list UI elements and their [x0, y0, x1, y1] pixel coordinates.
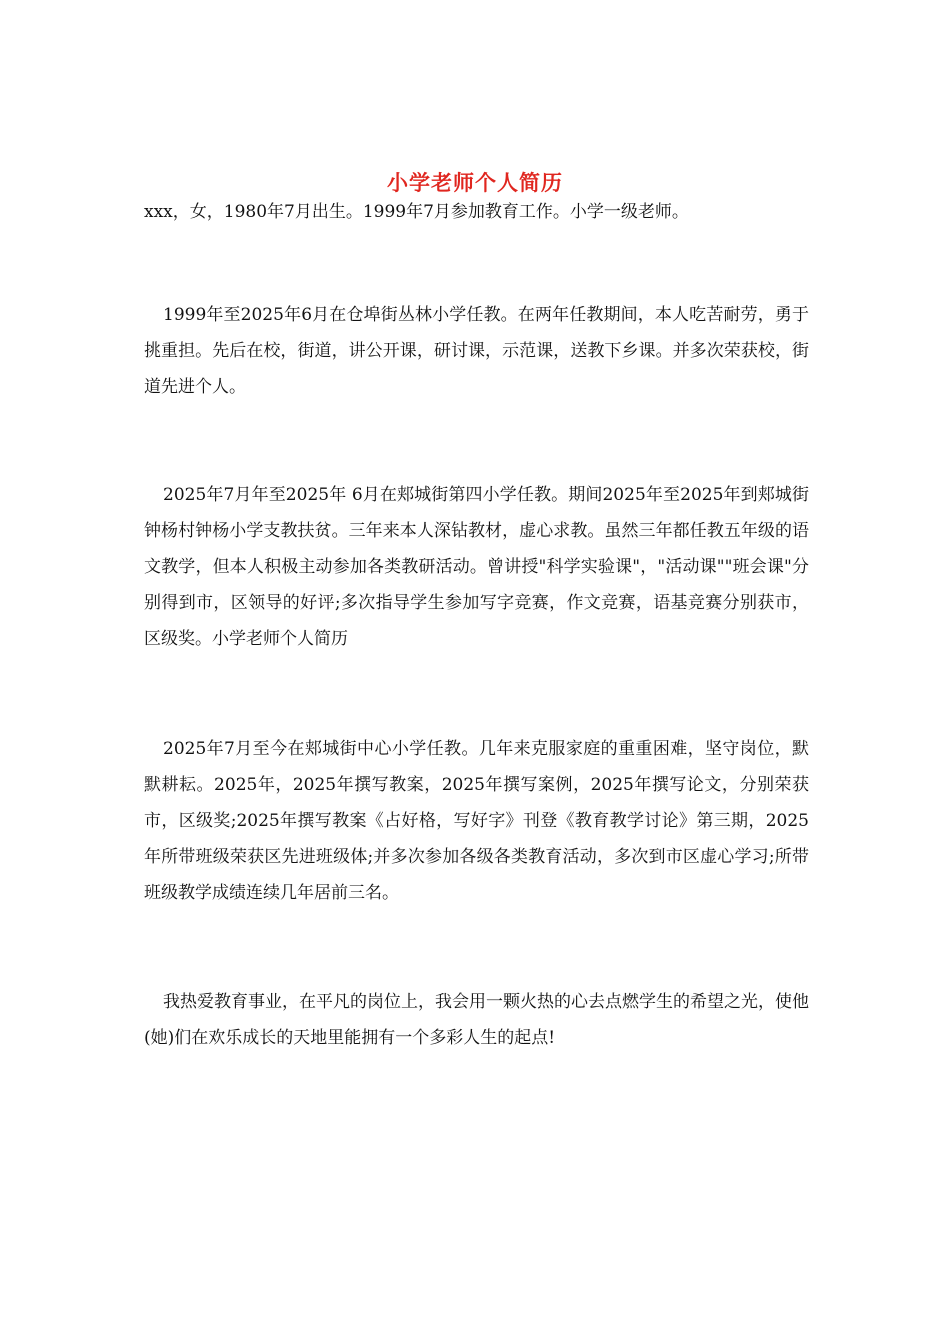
paragraph-3: 2025年7月至今在郏城街中心小学任教。几年来克服家庭的重重困难，坚守岗位，默默耕耘。2025年，2025年撰写教案，2025年撰写案例，2025年撰写论文，分别荣获市，区级奖;2025年撰写教案《占好格，写好字》刊登《教育教学讨论》第三期，2025年所带班级荣获区先进班级体;并多次参加各级各类教育活动，多次到市区虚心学习;所带班级教学成绩连续几年居前三名。: [144, 739, 809, 903]
paragraph-1: 1999年至2025年6月在仓埠街丛林小学任教。在两年任教期间，本人吃苦耐劳，勇于挑重担。先后在校，街道，讲公开课，研讨课，示范课，送教下乡课。并多次荣获校，街道先进个人。: [144, 305, 809, 397]
document-title: 小学老师个人简历: [387, 170, 563, 196]
intro-line: xxx，女，1980年7月出生。1999年7月参加教育工作。小学一级老师。: [144, 202, 689, 222]
paragraph-2: 2025年7月年至2025年 6月在郏城街第四小学任教。期间2025年至2025年到郏城街钟杨村钟杨小学支教扶贫。三年来本人深钻教材，虚心求教。虽然三年都任教五年级的语文教学，但本人积极主动参加各类教研活动。曾讲授"科学实验课"，"活动课""班会课"分别得到市，区领导的好评;多次指导学生参加写字竞赛，作文竞赛，语基竞赛分别获市，区级奖。小学老师个人简历: [144, 485, 809, 649]
paragraph-4: 我热爱教育事业，在平凡的岗位上，我会用一颗火热的心去点燃学生的希望之光，使他(她)们在欢乐成长的天地里能拥有一个多彩人生的起点!: [144, 992, 809, 1048]
